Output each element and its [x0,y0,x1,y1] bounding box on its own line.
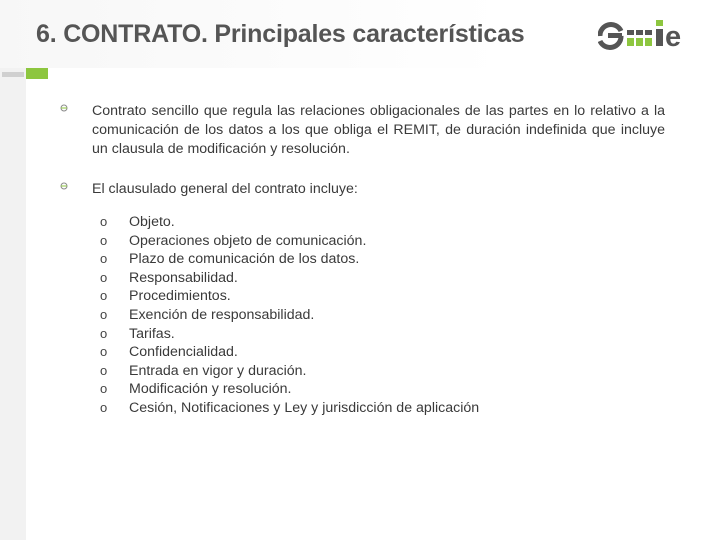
omie-logo [598,16,710,56]
circle-bullet-icon: o [100,269,108,285]
circle-bullet-icon: o [100,325,108,341]
list-item-text: Operaciones objeto de comunicación. [129,232,367,249]
slide-header [0,0,720,68]
list-item-text: Tarifas. [129,325,175,342]
list-item [100,232,705,251]
left-side-strip [0,0,26,540]
circle-bullet-icon: o [100,344,108,360]
accent-bar-gray [2,72,24,77]
list-item [100,250,705,269]
slide-title: 6. CONTRATO. Principales características [36,20,525,48]
list-item-text: Entrada en vigor y duración. [129,362,307,379]
slide-content [60,102,665,418]
bullet-icon [60,104,68,112]
list-item [100,399,705,418]
bullet-text: Contrato sencillo que regula las relaciones obligacionales de las partes en lo relativo a la comunicación de los datos a los que obliga el REMIT, de duración indefinida que incluye un clausula de modificación y resolución. [92,103,665,157]
svg-text:e: e [665,21,682,53]
list-item [100,269,705,288]
list-item-text: Confidencialidad. [129,344,238,361]
bullet-item [60,102,665,159]
list-item-text: Modificación y resolución. [129,381,292,398]
list-item-text: Objeto. [129,214,175,230]
bullet-item [60,180,665,199]
accent-bar-green [26,68,48,79]
list-item [100,343,705,362]
circle-bullet-icon: o [100,362,108,378]
list-item [100,213,705,232]
list-item [100,362,705,381]
circle-bullet-icon: o [100,381,108,397]
list-item [100,325,705,344]
list-item [100,306,705,325]
list-item [100,287,705,306]
circle-bullet-icon: o [100,214,108,229]
list-item-text: Procedimientos. [129,288,231,305]
circle-bullet-icon: o [100,288,108,304]
list-item-text: Cesión, Notificaciones y Ley y jurisdicción de aplicación [129,399,480,416]
bullet-icon [60,182,68,190]
logo-o-mark [600,25,622,48]
list-item-text: Responsabilidad. [129,269,238,286]
circle-bullet-icon: o [100,399,108,415]
list-item-text: Plazo de comunicación de los datos. [129,251,360,268]
clause-list [100,213,705,418]
circle-bullet-icon: o [100,306,108,322]
circle-bullet-icon: o [100,251,108,267]
list-item [100,380,705,399]
logo-ie-mark [656,20,681,53]
logo-m-mark [627,30,652,46]
circle-bullet-icon: o [100,232,108,248]
list-item-text: Exención de responsabilidad. [129,306,315,323]
bullet-text: El clausulado general del contrato incluye: [92,181,358,197]
